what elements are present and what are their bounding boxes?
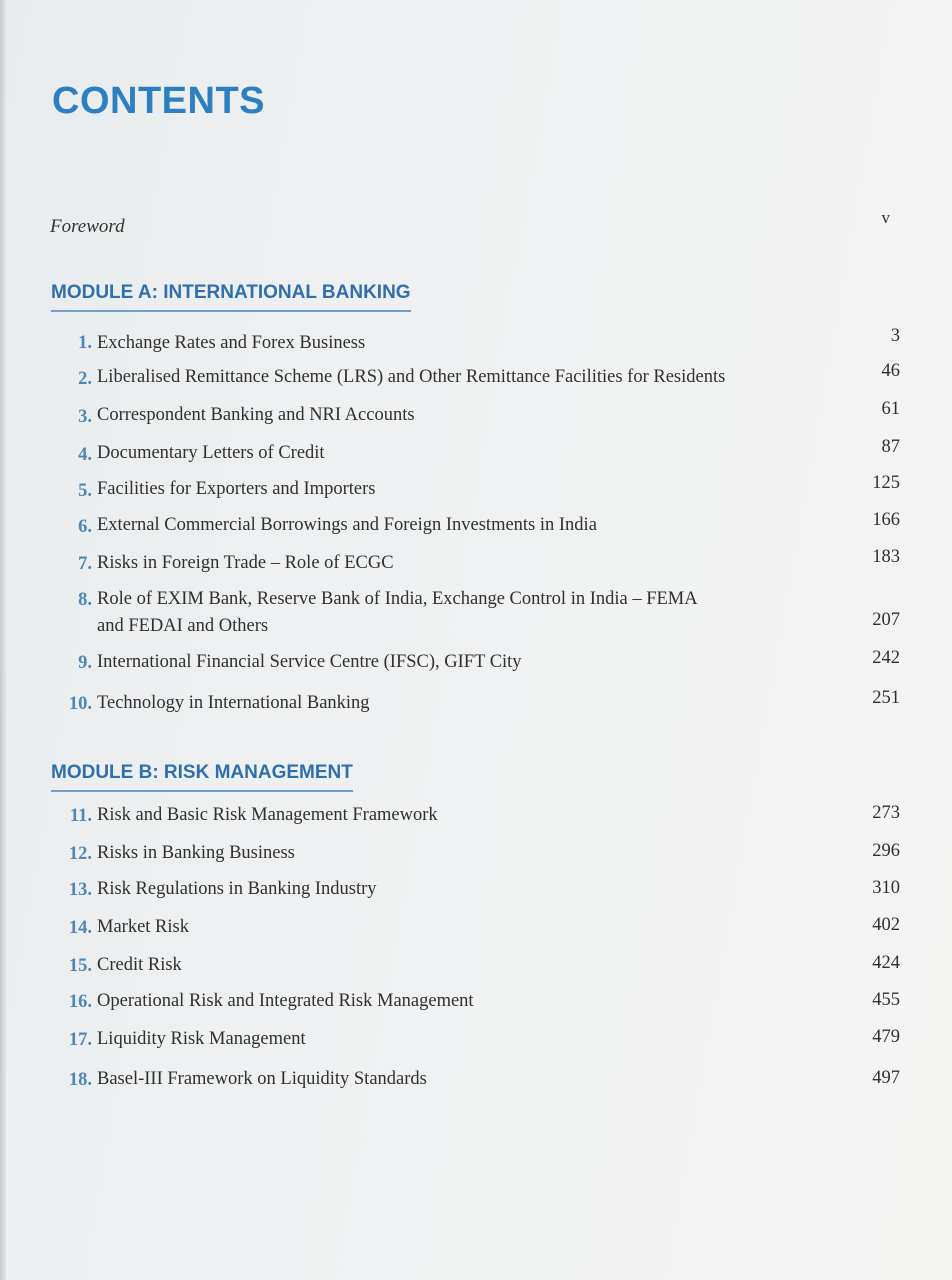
chapter-page-number: 166 xyxy=(872,510,900,530)
chapter-title-continued: and FEDAI and Others xyxy=(97,616,269,636)
chapter-title: Market Risk xyxy=(97,917,189,937)
chapter-page-number: 125 xyxy=(872,473,900,493)
chapter-page-number: 273 xyxy=(872,803,900,823)
chapter-title: International Financial Service Centre (IFSC), GIFT City xyxy=(97,652,522,672)
chapter-title: Correspondent Banking and NRI Accounts xyxy=(97,405,415,425)
chapter-number: 13. xyxy=(68,880,92,900)
chapter-number: 15. xyxy=(68,956,92,976)
chapter-number: 7. xyxy=(78,554,92,574)
chapter-page-number: 207 xyxy=(872,610,900,630)
chapter-title: Credit Risk xyxy=(97,955,182,975)
chapter-page-number: 310 xyxy=(872,878,900,898)
chapter-number: 4. xyxy=(78,445,92,465)
chapter-number: 16. xyxy=(68,992,92,1012)
chapter-number: 12. xyxy=(68,844,92,864)
page-title: CONTENTS xyxy=(52,80,265,122)
chapter-page-number: 424 xyxy=(872,953,900,973)
chapter-title: Risks in Banking Business xyxy=(97,843,295,863)
module-a-heading: MODULE A: INTERNATIONAL BANKING xyxy=(51,282,411,312)
chapter-number: 10. xyxy=(68,694,92,714)
chapter-title: Facilities for Exporters and Importers xyxy=(97,479,376,499)
chapter-number: 5. xyxy=(78,481,92,501)
chapter-number: 6. xyxy=(78,517,92,537)
chapter-page-number: 87 xyxy=(881,437,900,457)
chapter-title: Basel-III Framework on Liquidity Standards xyxy=(97,1069,427,1089)
chapter-page-number: 242 xyxy=(872,648,900,668)
chapter-page-number: 402 xyxy=(872,915,900,935)
chapter-number: 11. xyxy=(69,806,92,826)
chapter-number: 17. xyxy=(68,1030,92,1050)
chapter-title: Documentary Letters of Credit xyxy=(97,443,325,463)
chapter-page-number: 46 xyxy=(881,361,900,381)
chapter-page-number: 251 xyxy=(872,688,900,708)
chapter-page-number: 296 xyxy=(872,841,900,861)
chapter-title: Liberalised Remittance Scheme (LRS) and Other Remittance Facilities for Residents xyxy=(97,367,726,387)
chapter-number: 3. xyxy=(78,407,92,427)
chapter-page-number: 3 xyxy=(890,326,900,346)
chapter-title: Technology in International Banking xyxy=(97,693,370,713)
chapter-number: 2. xyxy=(78,369,92,389)
chapter-title: Risks in Foreign Trade – Role of ECGC xyxy=(97,553,394,573)
module-b-heading: MODULE B: RISK MANAGEMENT xyxy=(51,762,353,792)
foreword-label: Foreword xyxy=(50,216,125,237)
chapter-number: 14. xyxy=(68,918,92,938)
chapter-title: Operational Risk and Integrated Risk Management xyxy=(97,991,474,1011)
chapter-number: 18. xyxy=(68,1070,92,1090)
foreword-page-number: v xyxy=(881,208,890,227)
chapter-page-number: 497 xyxy=(872,1068,900,1088)
chapter-title: Risk and Basic Risk Management Framework xyxy=(97,805,438,825)
chapter-title: External Commercial Borrowings and Foreign Investments in India xyxy=(97,515,597,535)
chapter-title: Risk Regulations in Banking Industry xyxy=(97,879,377,899)
chapter-page-number: 479 xyxy=(872,1027,900,1047)
chapter-title: Exchange Rates and Forex Business xyxy=(97,333,366,353)
chapter-page-number: 183 xyxy=(872,547,900,567)
page-binding-edge xyxy=(0,0,6,1280)
chapter-title: Role of EXIM Bank, Reserve Bank of India, Exchange Control in India – FEMA xyxy=(97,589,698,609)
chapter-number: 8. xyxy=(78,590,92,610)
chapter-title: Liquidity Risk Management xyxy=(97,1029,306,1049)
chapter-page-number: 61 xyxy=(881,399,900,419)
chapter-page-number: 455 xyxy=(872,990,900,1010)
chapter-number: 9. xyxy=(78,653,92,673)
chapter-number: 1. xyxy=(78,333,92,353)
